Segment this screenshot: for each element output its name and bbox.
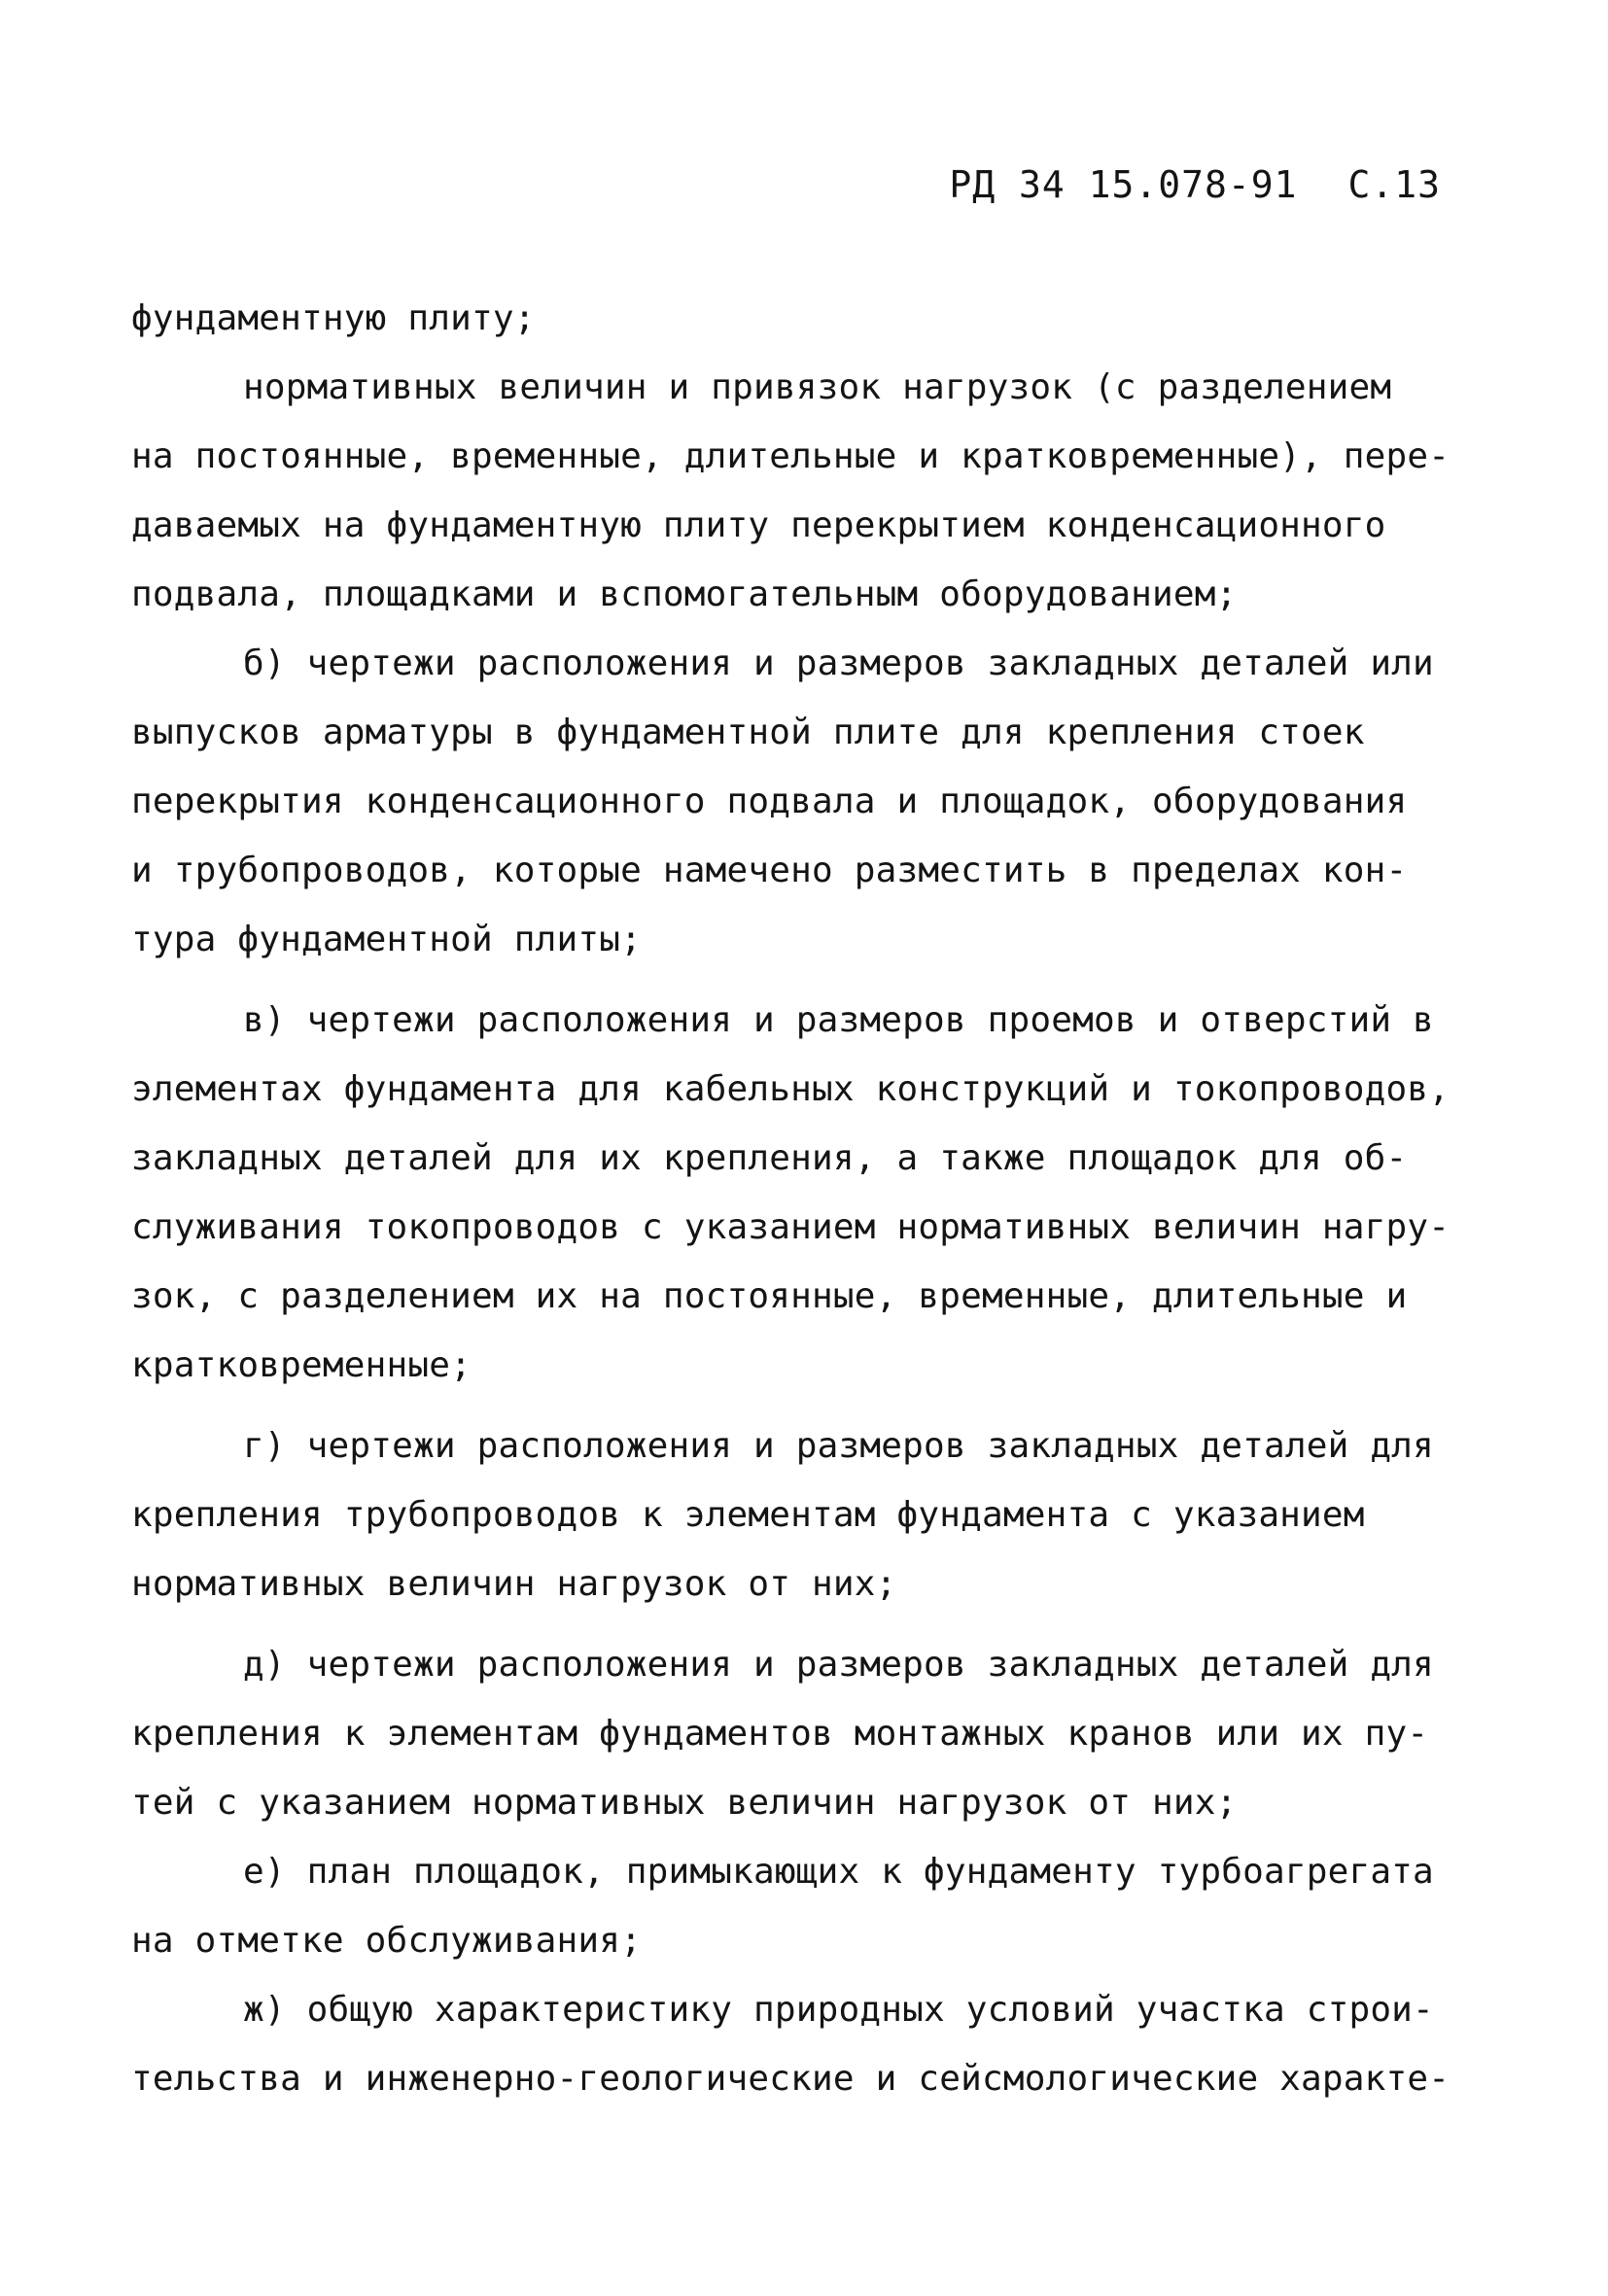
text-line: тура фундаментной плиты; [131,920,642,959]
text-line: служивания токопроводов с указанием нормативных величин нагру- [131,1207,1451,1247]
list-item-d: д) чертежи расположения и размеров закладных деталей для [243,1645,1434,1685]
text-line: даваемых на фундаментную плиту перекрытием конденсационного [131,505,1386,545]
text-line: перекрытия конденсационного подвала и площадок, оборудования [131,782,1408,821]
text-line: крепления трубопроводов к элементам фундамента с указанием [131,1495,1365,1535]
page-header [949,163,1441,206]
list-item-e: е) план площадок, примыкающих к фундаменту турбоагрегата [243,1852,1434,1892]
text-line: нормативных величин нагрузок от них; [131,1564,897,1604]
page-number: С.13 [1347,163,1441,206]
list-item-b: б) чертежи расположения и размеров закладных деталей или [243,644,1434,683]
paragraph-first-line: нормативных величин и привязок нагрузок (с разделением [243,367,1392,407]
document-body [131,284,1473,2113]
text-line: выпусков арматуры в фундаментной плите для крепления стоек [131,713,1365,752]
text-line: на постоянные, временные, длительные и кратковременные), пере- [131,436,1451,476]
document-code: РД 34 15.078-91 [949,163,1298,206]
text-line: тельства и инженерно-геологические и сейсмологические характе- [131,2059,1451,2099]
text-line: и трубопроводов, которые намечено разместить в пределах кон- [131,851,1408,890]
list-item-v: в) чертежи расположения и размеров проемов и отверстий в [243,1000,1434,1040]
text-line: на отметке обслуживания; [131,1921,642,1961]
list-item-zh: ж) общую характеристику природных условий участка строи- [243,1990,1434,2030]
text-line: закладных деталей для их крепления, а также площадок для об- [131,1138,1408,1178]
text-line: фундаментную плиту; [131,298,536,338]
list-item-g: г) чертежи расположения и размеров закладных деталей для [243,1426,1434,1466]
text-line: подвала, площадками и вспомогательным оборудованием; [131,574,1238,614]
text-line: тей с указанием нормативных величин нагрузок от них; [131,1783,1238,1823]
text-line: кратковременные; [131,1345,472,1385]
text-line: элементах фундамента для кабельных конструкций и токопроводов, [131,1069,1451,1109]
text-line: зок, с разделением их на постоянные, временные, длительные и [131,1276,1408,1316]
text-line: крепления к элементам фундаментов монтажных кранов или их пу- [131,1714,1429,1754]
